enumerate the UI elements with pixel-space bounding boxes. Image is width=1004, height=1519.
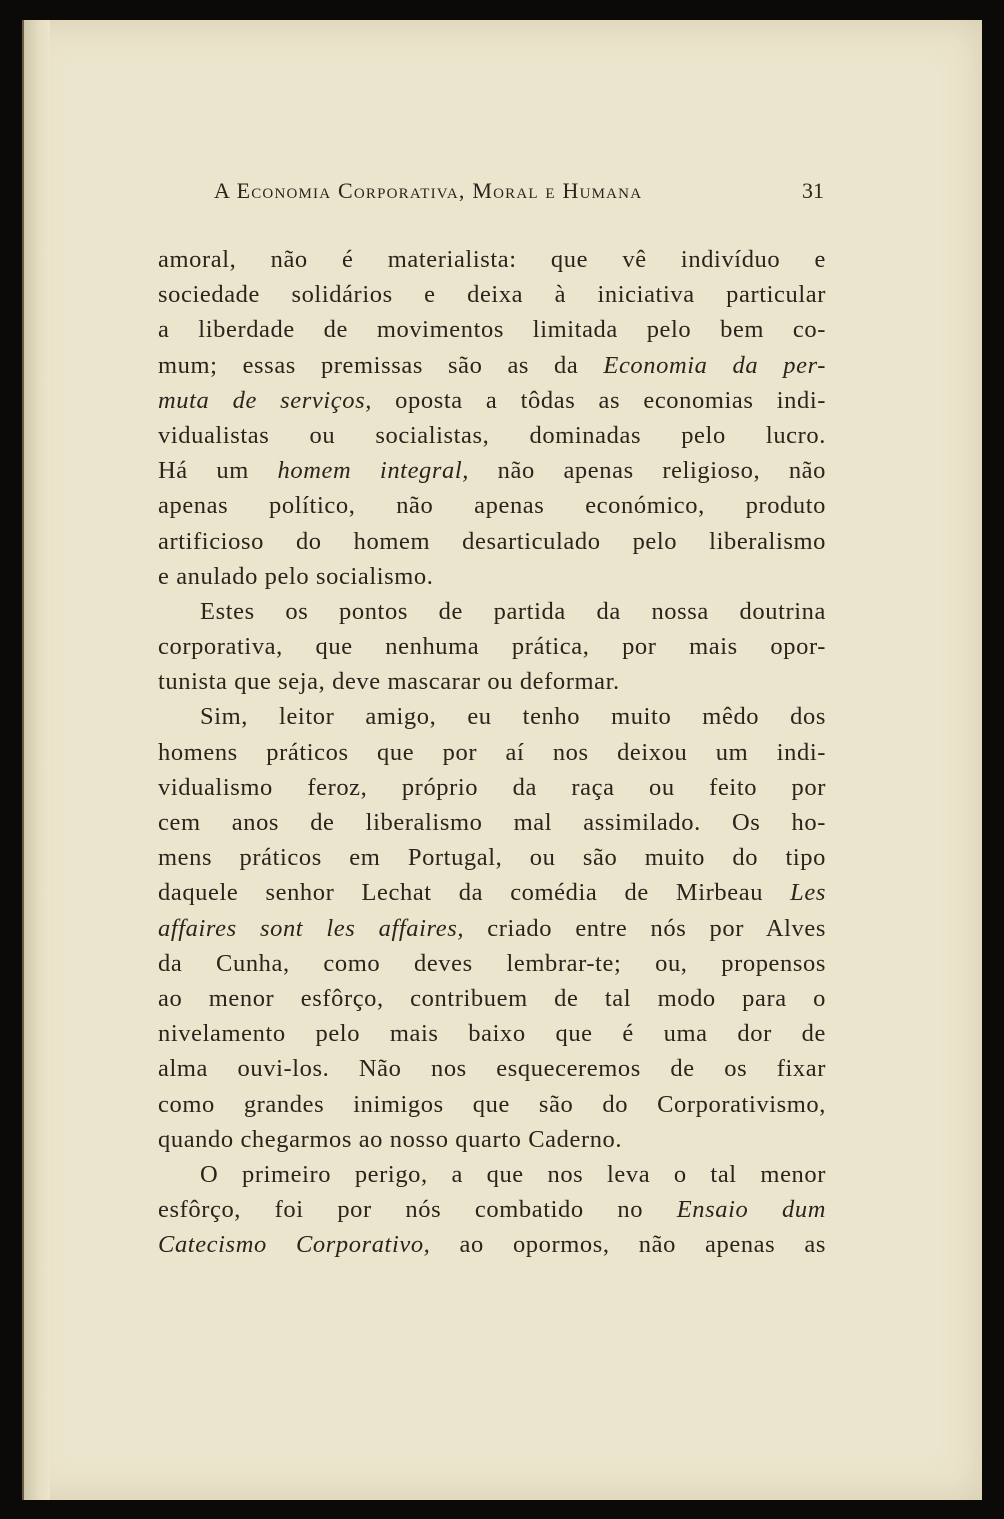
text-line: artificioso do homem desarticulado pelo liberalismo [158, 527, 826, 555]
text-line: daquele senhor Lechat da comédia de Mirbeau Les [158, 879, 826, 907]
text-line: tunista que seja, deve mascarar ou deformar. [158, 668, 620, 696]
text-line: sociedade solidários e deixa à iniciativa particular [158, 281, 826, 309]
running-head [214, 178, 824, 212]
text-line: e anulado pelo socialismo. [158, 562, 434, 590]
text-line: amoral, não é materialista: que vê indivíduo e [158, 246, 826, 273]
text-line: affaires sont les affaires, criado entre nós por Alves [158, 914, 826, 942]
text-line: mens práticos em Portugal, ou são muito do tipo [158, 844, 826, 872]
italic-phrase: homem integral, [277, 457, 470, 485]
text-line: Catecismo Corporativo, ao opormos, não apenas as [158, 1231, 827, 1259]
text-line: esfôrço, foi por nós combatido no Ensaio dum [158, 1196, 827, 1224]
text-line: Estes os pontos de partida da nossa doutrina [200, 597, 826, 625]
text-line: vidualismo feroz, próprio da raça ou feito por [158, 773, 826, 801]
text-line: Sim, leitor amigo, eu tenho muito mêdo dos [200, 703, 826, 731]
text-line: nivelamento pelo mais baixo que é uma dor de [158, 1020, 826, 1048]
body-text [158, 242, 826, 1262]
text-line: Há um homem integral, não apenas religioso, não [158, 457, 826, 485]
text-line: a liberdade de movimentos limitada pelo bem co- [158, 316, 826, 344]
text-line: corporativa, que nenhuma prática, por mais opor- [158, 633, 826, 661]
running-title: A Economia Corporativa, Moral e Humana [214, 178, 643, 203]
text-line: homens práticos que por aí nos deixou um indi- [158, 738, 826, 766]
page-gutter [22, 20, 50, 1500]
text-line: quando chegarmos ao nosso quarto Caderno. [158, 1125, 623, 1153]
text-line: alma ouvi-los. Não nos esqueceremos de os fixar [158, 1055, 826, 1083]
italic-title: Catecismo Corporativo, [158, 1231, 431, 1259]
text-line: cem anos de liberalismo mal assimilado. Os ho- [158, 809, 826, 836]
text-line: muta de serviços, oposta a tôdas as economias indi- [158, 386, 826, 414]
text-line: O primeiro perigo, a que nos leva o tal menor [200, 1160, 826, 1188]
italic-title: Economia da per- [603, 351, 826, 379]
book-page [22, 20, 982, 1500]
text-line: da Cunha, como deves lembrar-te; ou, propensos [158, 949, 826, 977]
text-line: mum; essas premissas são as da Economia da per- [158, 351, 826, 379]
text-line: como grandes inimigos que são do Corporativismo, [158, 1090, 826, 1118]
italic-title: affaires sont les affaires, [158, 914, 465, 942]
text-line: apenas político, não apenas económico, produto [158, 492, 826, 520]
italic-title: Ensaio dum [676, 1196, 827, 1224]
page-number: 31 [802, 178, 824, 203]
text-line: ao menor esfôrço, contribuem de tal modo para o [158, 984, 826, 1012]
italic-title: Les [790, 879, 826, 907]
text-line: vidualistas ou socialistas, dominadas pelo lucro. [158, 421, 826, 449]
italic-title: muta de serviços, [158, 386, 372, 414]
